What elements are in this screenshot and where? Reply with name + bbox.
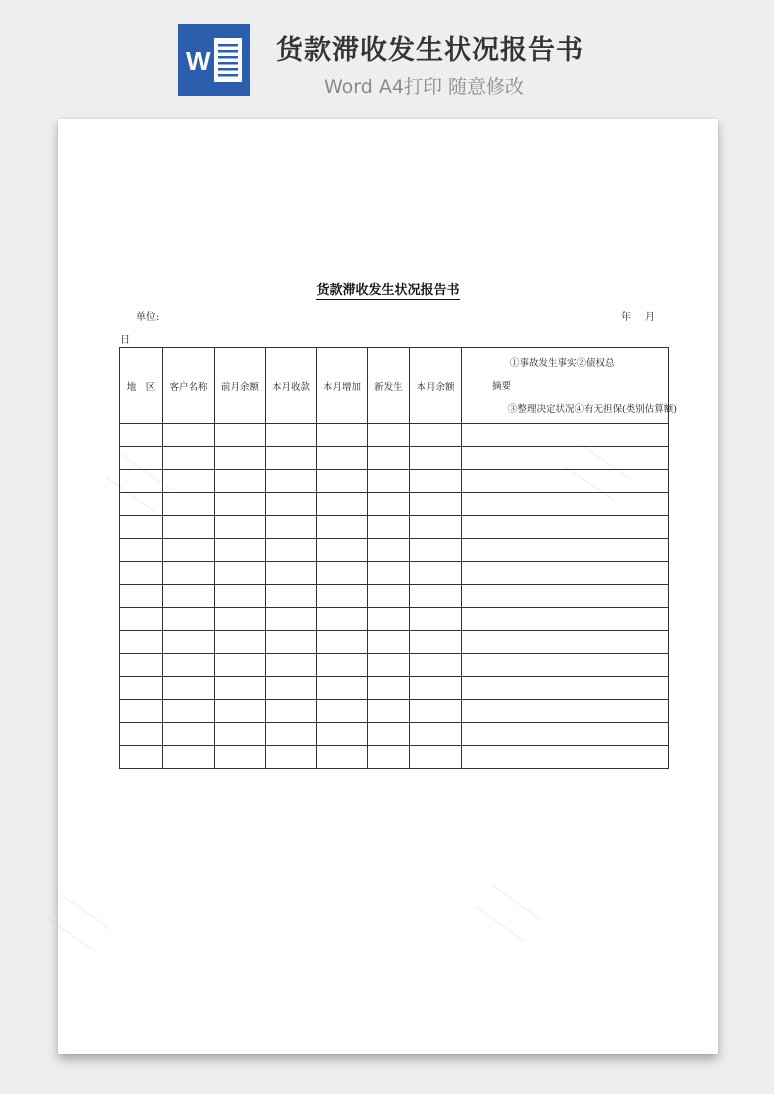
summary-line-2: 摘要	[492, 381, 512, 392]
table-cell[interactable]	[163, 585, 215, 608]
table-cell[interactable]	[462, 516, 669, 539]
table-cell[interactable]	[215, 539, 266, 562]
table-cell[interactable]	[368, 424, 410, 447]
table-cell[interactable]	[266, 677, 317, 700]
table-cell[interactable]	[163, 493, 215, 516]
table-cell[interactable]	[120, 723, 163, 746]
table-cell[interactable]	[215, 424, 266, 447]
header-prev-balance: 前月余额	[215, 348, 266, 424]
table-cell[interactable]	[410, 516, 462, 539]
table-cell[interactable]	[163, 447, 215, 470]
table-cell[interactable]	[266, 700, 317, 723]
table-cell[interactable]	[368, 585, 410, 608]
table-cell[interactable]	[410, 585, 462, 608]
table-cell[interactable]	[215, 700, 266, 723]
table-cell[interactable]	[368, 608, 410, 631]
table-cell[interactable]	[410, 447, 462, 470]
table-cell[interactable]	[368, 539, 410, 562]
table-cell[interactable]	[462, 700, 669, 723]
table-cell[interactable]	[163, 654, 215, 677]
table-cell[interactable]	[120, 516, 163, 539]
table-cell[interactable]	[215, 562, 266, 585]
table-cell[interactable]	[163, 562, 215, 585]
table-cell[interactable]	[317, 585, 368, 608]
table-cell[interactable]	[317, 562, 368, 585]
table-cell[interactable]	[215, 723, 266, 746]
banner-subtitle: Word A4打印 随意修改	[324, 76, 525, 98]
table-cell[interactable]	[462, 654, 669, 677]
table-row	[120, 746, 669, 769]
table-cell[interactable]	[368, 447, 410, 470]
table-cell[interactable]	[120, 447, 163, 470]
table-cell[interactable]	[410, 631, 462, 654]
table-cell[interactable]	[317, 516, 368, 539]
table-cell[interactable]	[317, 608, 368, 631]
table-cell[interactable]	[120, 631, 163, 654]
unit-label: 单位:	[136, 312, 160, 323]
table-cell[interactable]	[266, 470, 317, 493]
table-cell[interactable]	[215, 746, 266, 769]
table-cell[interactable]	[266, 562, 317, 585]
document-page	[58, 119, 718, 1054]
table-row	[120, 562, 669, 585]
table-cell[interactable]	[163, 700, 215, 723]
table-cell[interactable]	[317, 700, 368, 723]
table-cell[interactable]	[410, 677, 462, 700]
table-row	[120, 585, 669, 608]
table-cell[interactable]	[266, 585, 317, 608]
table-cell[interactable]	[317, 470, 368, 493]
table-cell[interactable]	[317, 654, 368, 677]
table-cell[interactable]	[120, 424, 163, 447]
table-cell[interactable]	[368, 470, 410, 493]
header-region: 地 区	[120, 348, 163, 424]
report-table	[119, 347, 677, 769]
table-row	[120, 723, 669, 746]
table-cell[interactable]	[215, 677, 266, 700]
table-cell[interactable]	[163, 470, 215, 493]
table-cell[interactable]	[163, 631, 215, 654]
header-summary	[462, 348, 677, 424]
table-row	[120, 493, 669, 516]
year-label: 年	[621, 312, 631, 323]
table-cell[interactable]	[368, 654, 410, 677]
table-cell[interactable]	[317, 447, 368, 470]
document-title	[58, 279, 718, 298]
table-cell[interactable]	[317, 677, 368, 700]
table-header-row	[120, 348, 669, 424]
table-cell[interactable]	[462, 424, 669, 447]
table-cell[interactable]	[266, 539, 317, 562]
table-cell[interactable]	[120, 677, 163, 700]
table-cell[interactable]	[462, 585, 669, 608]
table-cell[interactable]	[120, 562, 163, 585]
table-cell[interactable]	[410, 562, 462, 585]
table-cell[interactable]	[120, 539, 163, 562]
table-cell[interactable]	[462, 493, 669, 516]
table-row	[120, 539, 669, 562]
table-cell[interactable]	[215, 608, 266, 631]
table-cell[interactable]	[266, 493, 317, 516]
table-cell[interactable]	[215, 516, 266, 539]
table-row	[120, 447, 669, 470]
table-cell[interactable]	[368, 516, 410, 539]
table-cell[interactable]	[462, 677, 669, 700]
day-label: 日	[120, 335, 130, 346]
table-cell[interactable]	[266, 608, 317, 631]
table-cell[interactable]	[410, 723, 462, 746]
table-cell[interactable]	[462, 631, 669, 654]
table-cell[interactable]	[163, 539, 215, 562]
table-cell[interactable]	[215, 654, 266, 677]
table-cell[interactable]	[410, 700, 462, 723]
table-cell[interactable]	[368, 746, 410, 769]
header-month-increase: 本月增加	[317, 348, 368, 424]
table-cell[interactable]	[368, 631, 410, 654]
table-row	[120, 677, 669, 700]
table-cell[interactable]	[120, 700, 163, 723]
table-cell[interactable]	[163, 516, 215, 539]
table-cell[interactable]	[163, 424, 215, 447]
table-cell[interactable]	[462, 723, 669, 746]
table-cell[interactable]	[462, 470, 669, 493]
table-cell[interactable]	[410, 470, 462, 493]
table-cell[interactable]	[368, 562, 410, 585]
table-cell[interactable]	[120, 746, 163, 769]
table-cell[interactable]	[368, 723, 410, 746]
table-row	[120, 424, 669, 447]
table-cell[interactable]	[317, 723, 368, 746]
table-cell[interactable]	[215, 631, 266, 654]
table-row	[120, 608, 669, 631]
table-cell[interactable]	[163, 677, 215, 700]
word-logo-letter: W	[186, 46, 211, 76]
table-cell[interactable]	[120, 493, 163, 516]
table-cell[interactable]	[410, 539, 462, 562]
table-cell[interactable]	[163, 746, 215, 769]
table-cell[interactable]	[215, 493, 266, 516]
table-cell[interactable]	[120, 608, 163, 631]
table-row	[120, 700, 669, 723]
table-cell[interactable]	[266, 723, 317, 746]
table-cell[interactable]	[317, 493, 368, 516]
table-cell[interactable]	[266, 447, 317, 470]
table-body	[120, 424, 669, 769]
header-new-occurrence: 新发生	[368, 348, 410, 424]
summary-line-3: ③整理决定状况④有无担保(类别估算额)	[508, 404, 677, 415]
summary-line-1: ①事故发生事实②债权总	[510, 358, 615, 369]
table-cell[interactable]	[163, 723, 215, 746]
table-cell[interactable]	[462, 746, 669, 769]
month-label: 月	[645, 312, 655, 323]
table-cell[interactable]	[266, 424, 317, 447]
table-cell[interactable]	[266, 631, 317, 654]
table-cell[interactable]	[462, 447, 669, 470]
document-title-text: 货款滞收发生状况报告书	[316, 283, 460, 298]
table-cell[interactable]	[317, 424, 368, 447]
table-row	[120, 631, 669, 654]
table-cell[interactable]	[215, 470, 266, 493]
table-cell[interactable]	[120, 654, 163, 677]
table-cell[interactable]	[317, 631, 368, 654]
table-cell[interactable]	[266, 746, 317, 769]
table-cell[interactable]	[120, 470, 163, 493]
banner-title: 货款滞收发生状况报告书	[276, 35, 584, 66]
table-cell[interactable]	[410, 654, 462, 677]
table-cell[interactable]	[163, 608, 215, 631]
table-cell[interactable]	[462, 539, 669, 562]
table-cell[interactable]	[266, 516, 317, 539]
table-cell[interactable]	[368, 677, 410, 700]
table-cell[interactable]	[462, 608, 669, 631]
table-cell[interactable]	[410, 493, 462, 516]
table-row	[120, 470, 669, 493]
table-cell[interactable]	[462, 562, 669, 585]
word-logo-icon	[178, 24, 250, 96]
table-cell[interactable]	[317, 746, 368, 769]
table-cell[interactable]	[410, 424, 462, 447]
table-cell[interactable]	[120, 585, 163, 608]
table-cell[interactable]	[317, 539, 368, 562]
table-cell[interactable]	[368, 493, 410, 516]
table-row	[120, 516, 669, 539]
header-customer-name: 客户名称	[163, 348, 215, 424]
table-cell[interactable]	[368, 700, 410, 723]
table-cell[interactable]	[215, 585, 266, 608]
header-month-collection: 本月收款	[266, 348, 317, 424]
table-cell[interactable]	[410, 608, 462, 631]
table-cell[interactable]	[410, 746, 462, 769]
table-row	[120, 654, 669, 677]
header-month-balance: 本月余额	[410, 348, 462, 424]
table-cell[interactable]	[266, 654, 317, 677]
table-cell[interactable]	[215, 447, 266, 470]
